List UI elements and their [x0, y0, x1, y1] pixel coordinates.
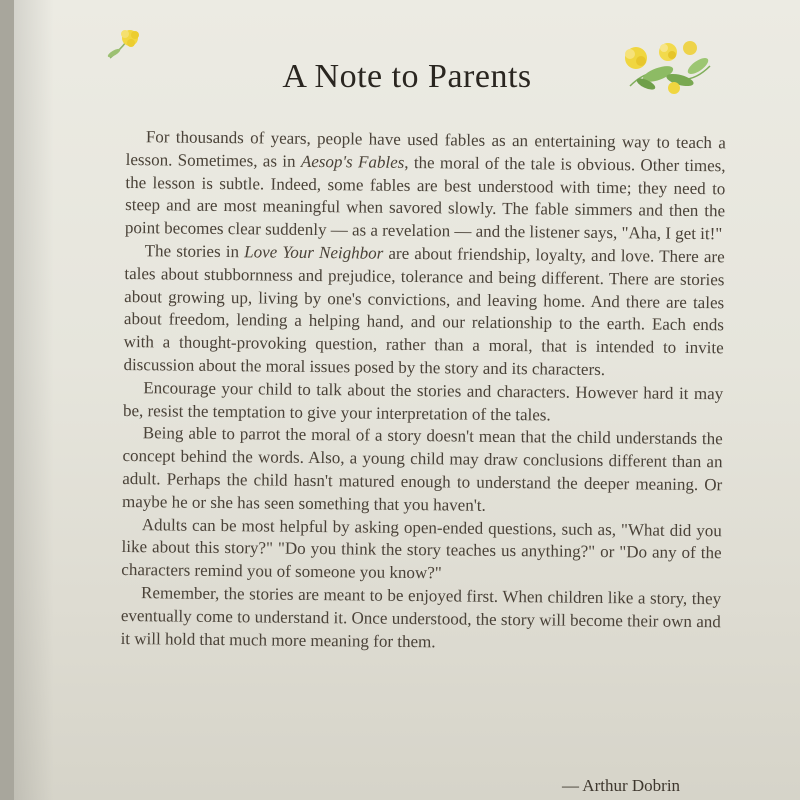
book-title-text: Love Your Neighbor [244, 242, 384, 263]
book-page [14, 0, 800, 800]
author-signature: — Arthur Dobrin [562, 776, 681, 795]
paragraph-text: Encourage your child to talk about the stories and characters. However hard it may be, resist the temptation to give your interpretation of the tales. [122, 377, 724, 425]
paragraph [121, 514, 722, 589]
paragraph-text: For thousands of years, people have used fables as an entertaining way to teach a lesson. Sometimes, as in [125, 127, 726, 171]
paragraph [125, 126, 726, 246]
paragraph-text: The stories in [144, 241, 245, 262]
paragraph [123, 240, 724, 383]
paragraph [121, 582, 722, 657]
paragraph [123, 377, 723, 429]
paragraph-text: are about friendship, loyalty, and love. There are tales about stubbornness and prejudice, tolerance and being different. There are stories about growing up, living by one's convictions, and leaving home. And there are tales about freedom, lending a helping hand, and our relationship to the earth. Each ends with a thought-provoking question, rather than a moral, that is intended to invite discussion about the moral issues posed by the story and its characters. [123, 243, 725, 379]
paragraph-text: Remember, the stories are meant to be enjoyed first. When children like a story, they eventually come to understand it. Once understood, the story will become their own and it will hold that much more meaning for them. [120, 583, 722, 651]
paragraph-text: , the moral of the tale is obvious. Other times, the lesson is subtle. Indeed, some fables are best understood with time; they need to steep and are most meaningful when savored slowly. The fable simmers and then the point becomes clear suddenly — as a revelation — and the listener says, "Aha, I get it!" [124, 152, 726, 244]
page-title: A Note to Parents [282, 58, 532, 95]
body-text [121, 126, 726, 657]
dandelion-sprig-icon [100, 20, 152, 62]
paragraph [122, 422, 723, 519]
paragraph-text: Being able to parrot the moral of a story doesn't mean that the child understands the concept behind the words. Also, a young child may draw conclusions different than an adult. Perhaps the child hasn't matured enough to understand the deeper meaning. Or maybe he or she has seen something that you haven't. [121, 423, 723, 515]
paragraph-text: Adults can be most helpful by asking open-ended questions, such as, "What did you like about this story?" "Do you think the story teaches us anything?" or "Do any of the characters remind you of someone you know?" [121, 514, 722, 583]
book-title-text: Aesop's Fables [300, 151, 405, 172]
